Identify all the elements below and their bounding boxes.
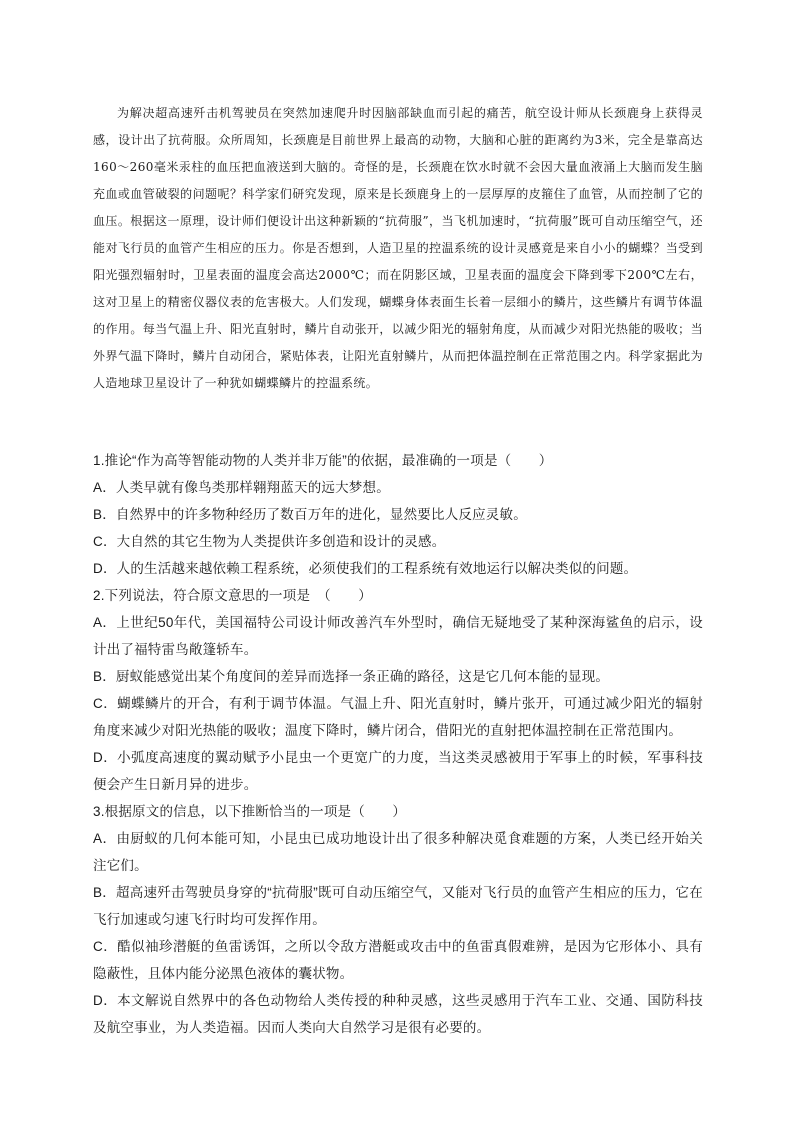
- question-1: [93, 447, 703, 582]
- option-b: B．自然界中的许多物种经历了数百万年的进化，显然要比人反应灵敏。: [93, 507, 527, 522]
- question-stem: 1.推论“作为高等智能动物的人类并非万能”的依据，最准确的一项是（ ）: [93, 453, 553, 468]
- question-stem: 3.根据原文的信息，以下推断恰当的一项是（ ）: [93, 804, 407, 819]
- option-c: C．大自然的其它生物为人类提供许多创造和设计的灵感。: [93, 534, 446, 549]
- option-a: A．由厨蚁的几何本能可知，小昆虫已成功地设计出了很多种解决觅食难题的方案，人类已经开始关注它们。: [93, 831, 703, 873]
- reading-passage: [93, 100, 703, 397]
- option-d: D．小弧度高速度的翼动赋予小昆虫一个更宽广的力度，当这类灵感被用于军事上的时候，军事科技便会产生日新月异的进步。: [93, 750, 703, 792]
- option-c: C．蝴蝶鳞片的开合，有利于调节体温。气温上升、阳光直射时，鳞片张开，可通过减少阳光的辐射角度来减少对阳光热能的吸收；温度下降时，鳞片闭合，借阳光的直射把体温控制在正常范围内。: [93, 696, 703, 738]
- option-d: D．本文解说自然界中的各色动物给人类传授的种种灵感，这些灵感用于汽车工业、交通、国防科技及航空事业，为人类造福。因而人类向大自然学习是很有必要的。: [93, 993, 703, 1035]
- question-list: [93, 447, 703, 1041]
- option-b: B．厨蚁能感觉出某个角度间的差异而选择一条正确的路径，这是它几何本能的显现。: [93, 669, 610, 684]
- option-b: B．超高速歼击驾驶员身穿的“抗荷服”既可自动压缩空气，又能对飞行员的血管产生相应的压力，它在飞行加速或匀速飞行时均可发挥作用。: [93, 885, 703, 927]
- option-c: C．酷似袖珍潜艇的鱼雷诱饵，之所以令敌方潜艇或攻击中的鱼雷真假难辨，是因为它形体小、具有隐蔽性，且体内能分泌黑色液体的囊状物。: [93, 939, 703, 981]
- option-a: A．上世纪50年代，美国福特公司设计师改善汽车外型时，确信无疑地受了某种深海鲨鱼的启示，设计出了福特雷鸟敞篷轿车。: [93, 615, 703, 657]
- question-stem: 2.下列说法，符合原文意思的一项是 （ ）: [93, 588, 372, 603]
- question-3: [93, 798, 703, 1041]
- question-2: [93, 582, 703, 798]
- passage-paragraph: 为解决超高速歼击机驾驶员在突然加速爬升时因脑部缺血而引起的痛苦，航空设计师从长颈鹿身上获得灵感，设计出了抗荷服。众所周知，长颈鹿是目前世界上最高的动物，大脑和心脏的距离约为3米，完全是靠高达160～260毫米汞柱的血压把血液送到大脑的。奇怪的是，长颈鹿在饮水时就不会因大量血液涌上大脑而发生脑充血或血管破裂的问题呢？科学家们研究发现，原来是长颈鹿身上的一层厚厚的皮箍住了血管，从而控制了它的血压。根据这一原理，设计师们便设计出这种新颖的“抗荷服”，当飞机加速时，“抗荷服”既可自动压缩空气，还能对飞行员的血管产生相应的压力。你是否想到，人造卫星的控温系统的设计灵感竟是来自小小的蝴蝶？当受到阳光强烈辐射时，卫星表面的温度会高达2000℃；而在阴影区域，卫星表面的温度会下降到零下200℃左右，这对卫星上的精密仪器仪表的危害极大。人们发现，蝴蝶身体表面生长着一层细小的鳞片，这些鳞片有调节体温的作用。每当气温上升、阳光直射时，鳞片自动张开，以减少阳光的辐射角度，从而减少对阳光热能的吸收；当外界气温下降时，鳞片自动闭合，紧贴体表，让阳光直射鳞片，从而把体温控制在正常范围之内。科学家据此为人造地球卫星设计了一种犹如蝴蝶鳞片的控温系统。: [93, 106, 703, 390]
- option-a: A．人类早就有像鸟类那样翱翔蓝天的远大梦想。: [93, 480, 390, 495]
- option-d: D．人的生活越来越依赖工程系统，必须使我们的工程系统有效地运行以解决类似的问题。: [93, 561, 638, 576]
